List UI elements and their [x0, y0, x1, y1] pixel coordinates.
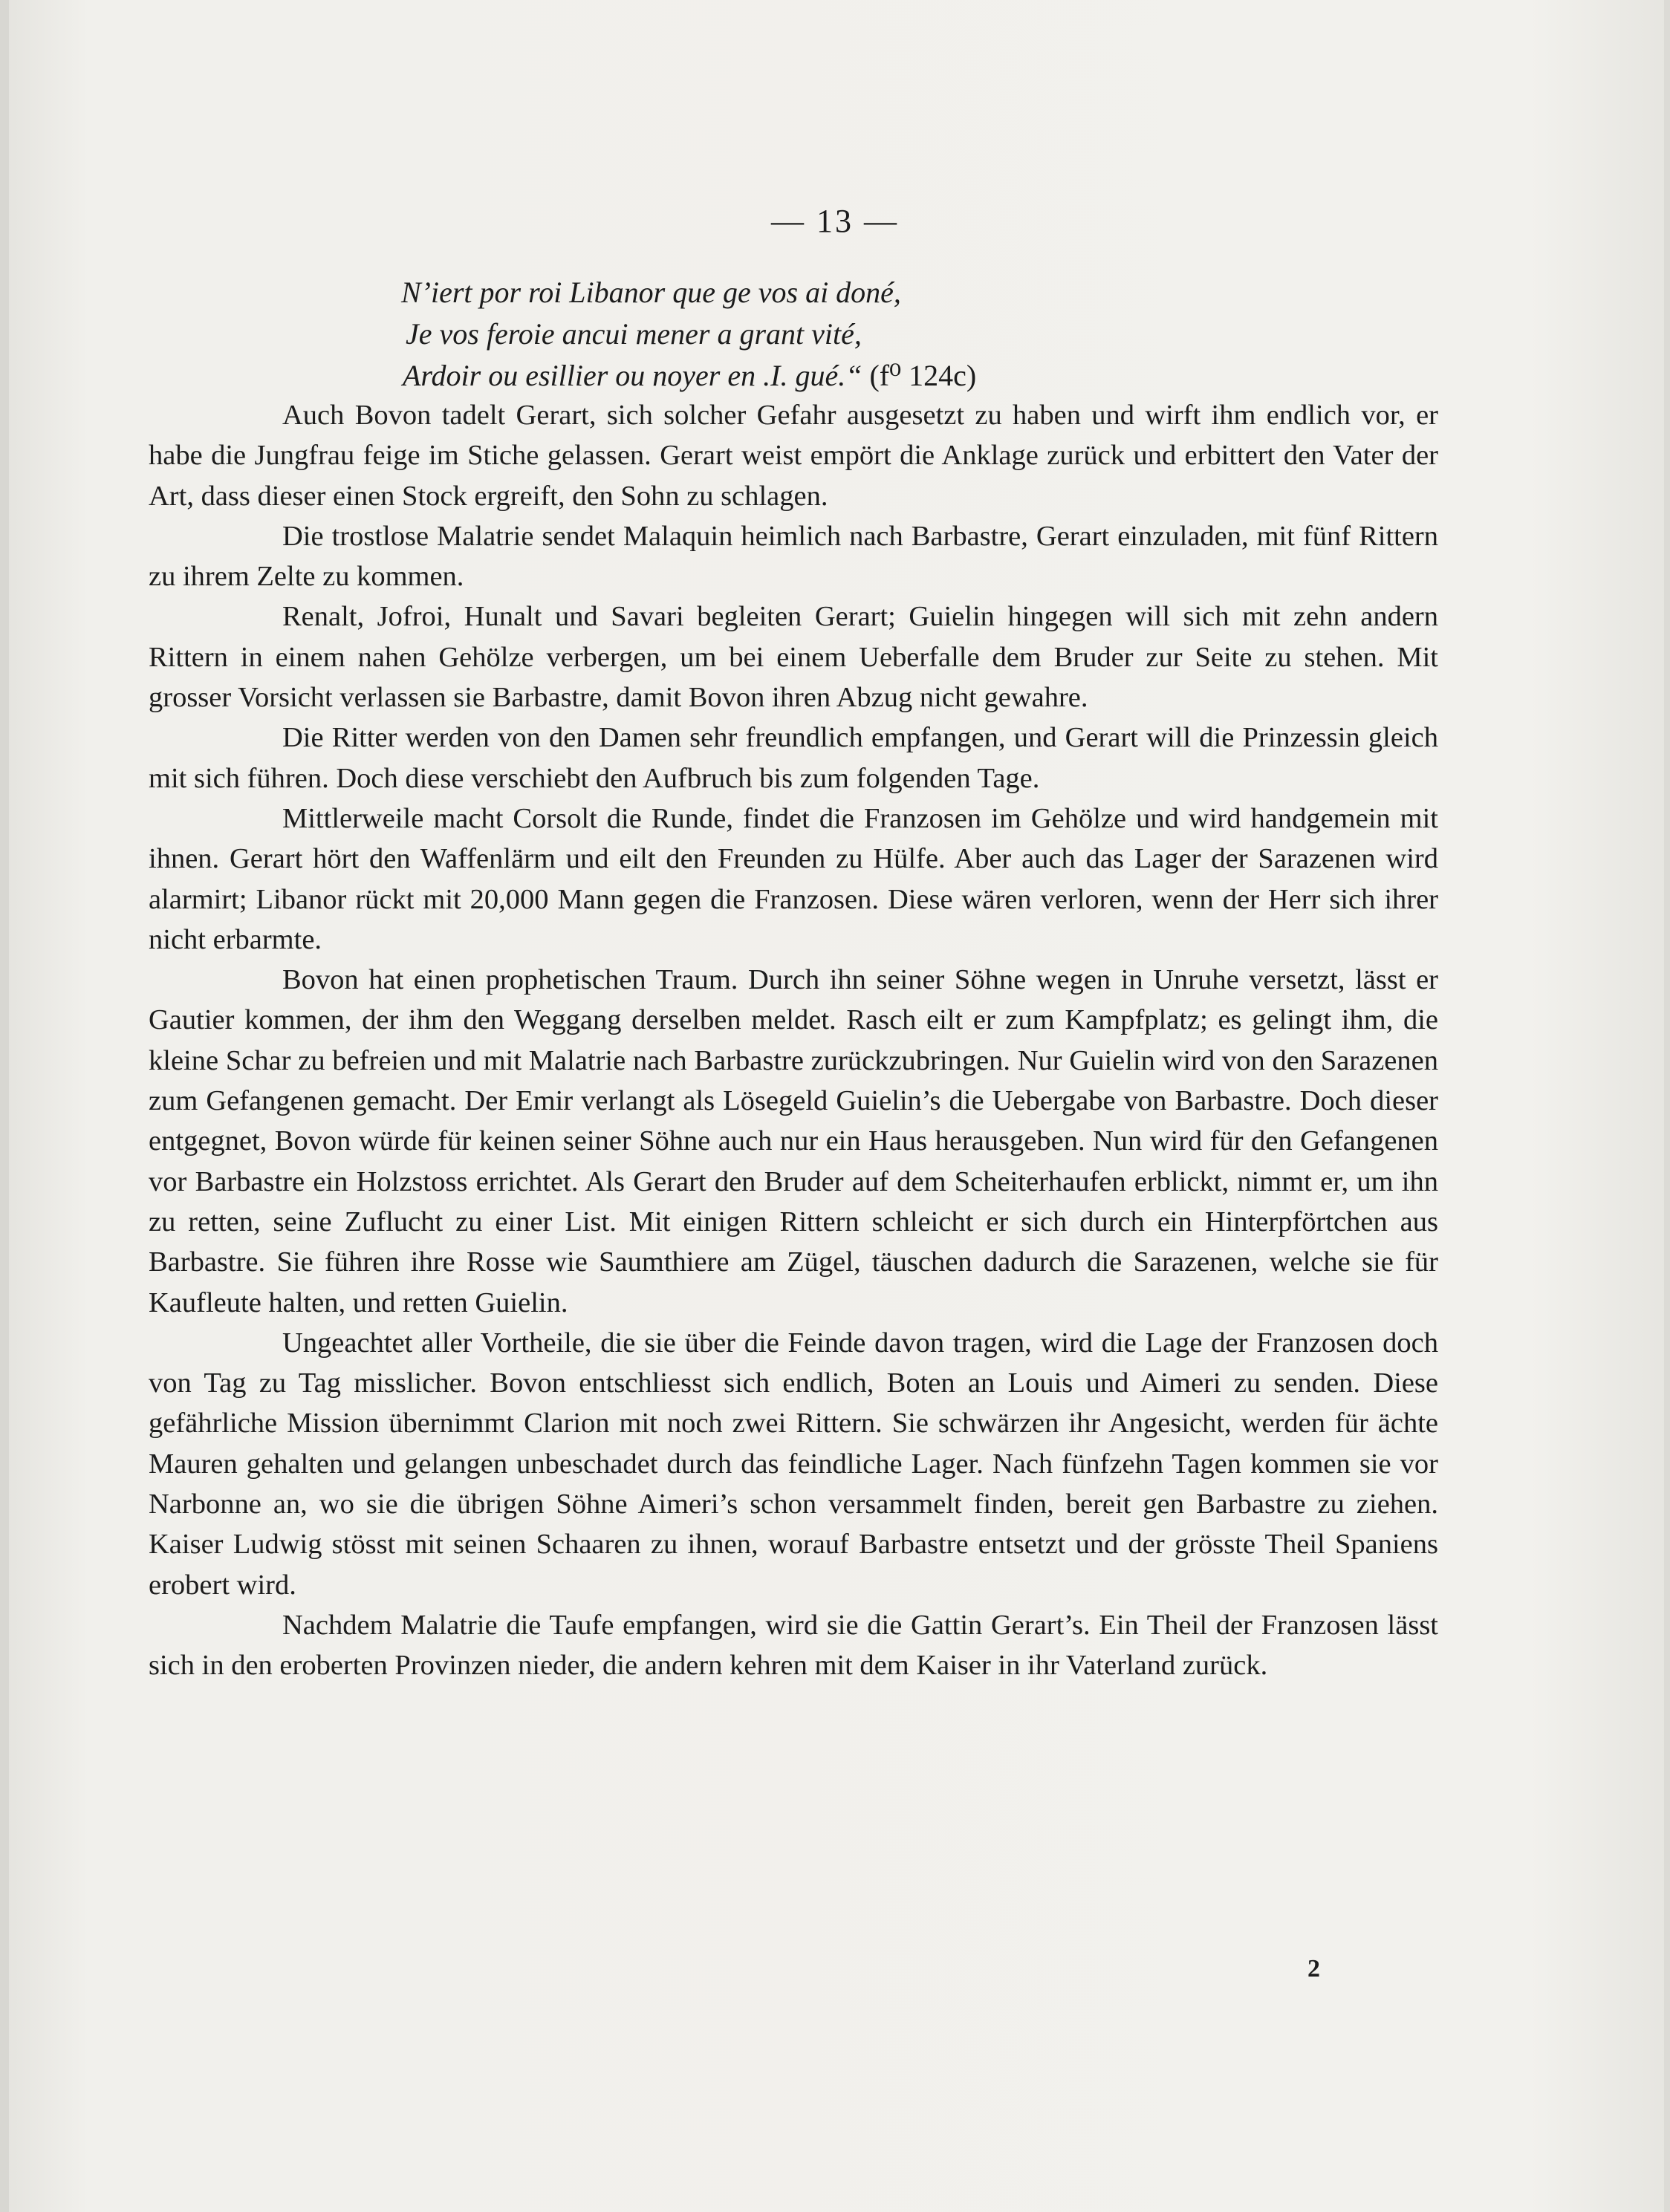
paragraph: Nachdem Malatrie die Taufe empfangen, wird sie die Gattin Gerart’s. Ein Theil der Franzosen lässt sich in den eroberten Provinzen nieder, die andern kehren mit dem Kaiser in ihr Vaterland zurück.	[149, 1609, 1438, 1682]
page-edge-right	[1664, 0, 1670, 2212]
paragraph: Renalt, Jofroi, Hunalt und Savari begleiten Gerart; Guielin hingegen will sich mit zehn andern Rittern in einem nahen Gehölze verbergen, um bei einem Ueberfalle dem Bruder zur Seite zu stehen. Mit grosser Vorsicht verlassen sie Barbastre, damit Bovon ihren Abzug nicht gewahre.	[149, 601, 1438, 714]
paragraph: Ungeachtet aller Vortheile, die sie über die Feinde davon tragen, wird die Lage der Franzosen doch von Tag zu Tag misslicher. Bovon entschliesst sich endlich, Boten an Louis und Aimeri zu senden. Diese gefährliche Mission übernimmt Clarion mit noch zwei Rittern. Sie schwärzen ihr Angesicht, werden für ächte Mauren gehalten und gelangen unbeschadet durch das feindliche Lager. Nach fünfzehn Tagen kommen sie vor Narbonne an, wo sie die übrigen Söhne Aimeri’s schon versammelt finden, bereit gen Barbastre zu ziehen. Kaiser Ludwig stösst mit seinen Schaaren zu ihnen, worauf Barbastre entsetzt und der grösste Theil Spaniens erobert wird.	[149, 1327, 1438, 1601]
page-edge-left	[0, 0, 9, 2212]
paragraph: Bovon hat einen prophetischen Traum. Durch ihn seiner Söhne wegen in Unruhe versetzt, lässt er Gautier kommen, der ihm den Weggang derselben meldet. Rasch eilt er zum Kampfplatz; es gelingt ihm, die kleine Schar zu befreien und mit Malatrie nach Barbastre zurückzubringen. Nur Guielin wird von den Sarazenen zum Gefangenen gemacht. Der Emir verlangt als Lösegeld Guielin’s die Uebergabe von Barbastre. Doch dieser entgegnet, Bovon würde für keinen seiner Söhne auch nur ein Haus herausgeben. Nun wird für den Gefangenen vor Barbastre ein Holzstoss errichtet. Als Gerart den Bruder auf dem Scheiterhaufen erblickt, nimmt er, um ihn zu retten, seine Zuflucht zu einer List. Mit einigen Rittern schleicht er sich durch ein Hinterpförtchen aus Barbastre. Sie führen ihre Rosse wie Saumthiere am Zügel, täuschen dadurch die Sarazenen, welche sie für Kaufleute halten, und retten Guielin.	[149, 964, 1438, 1318]
verse-line-text: N’iert por roi Libanor que ge vos ai doné,	[401, 276, 901, 309]
verse-line	[401, 355, 1515, 397]
signature-mark: 2	[1307, 1955, 1320, 1982]
paragraph: Die Ritter werden von den Damen sehr freundlich empfangen, und Gerart will die Prinzessin gleich mit sich führen. Doch diese verschiebt den Aufbruch bis zum folgenden Tage.	[149, 722, 1438, 794]
verse-line-text: Je vos feroie ancui mener a grant vité,	[406, 317, 862, 351]
page-number: — 13 —	[771, 203, 899, 239]
verse-quotation	[401, 272, 1515, 397]
paragraph: Auch Bovon tadelt Gerart, sich solcher Gefahr ausgesetzt zu haben und wirft ihm endlich vor, er habe die Jungfrau feige im Stiche gelassen. Gerart weist empört die Anklage zurück und erbittert den Vater der Art, dass dieser einen Stock ergreift, den Sohn zu schlagen.	[149, 400, 1438, 512]
verse-line-text: Ardoir ou esillier ou noyer en .I. gué.“	[403, 359, 862, 392]
verse-line	[401, 272, 1515, 313]
paragraph: Die trostlose Malatrie sendet Malaquin heimlich nach Barbastre, Gerart einzuladen, mit fünf Rittern zu ihrem Zelte zu kommen.	[149, 520, 1438, 593]
paragraph: Mittlerweile macht Corsolt die Runde, findet die Franzosen im Gehölze und wird handgemein mit ihnen. Gerart hört den Waffenlärm und eilt den Freunden zu Hülfe. Aber auch das Lager der Sarazenen wird alarmirt; Libanor rückt mit 20,000 Mann gegen die Franzosen. Diese wären verloren, wenn der Herr sich ihrer nicht erbarmte.	[149, 802, 1438, 955]
body-text	[149, 395, 1438, 1686]
folio-citation: (f⁰ 124c)	[869, 359, 977, 392]
verse-line	[401, 313, 1515, 355]
